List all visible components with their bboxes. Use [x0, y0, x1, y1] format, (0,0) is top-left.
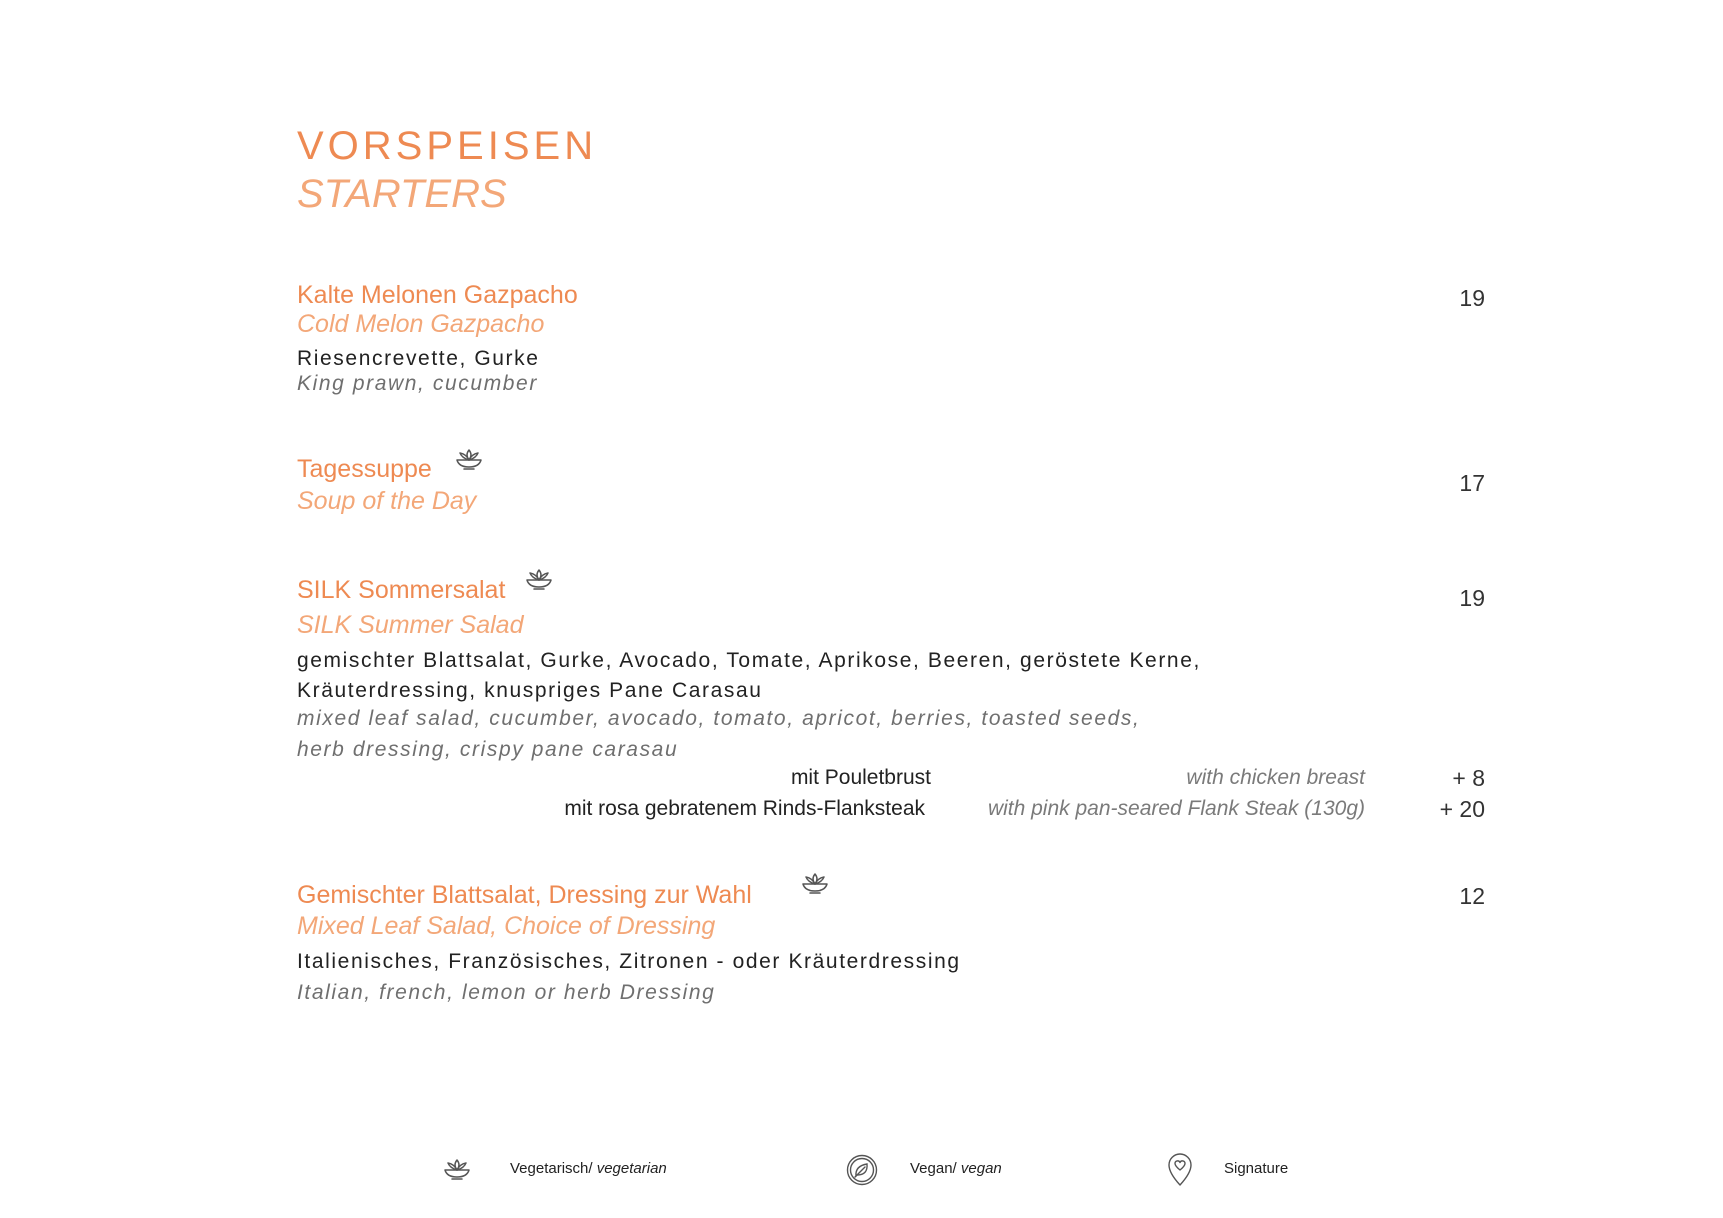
vegetarian-bowl-icon — [442, 1157, 472, 1181]
item-price: 19 — [1459, 285, 1485, 311]
item-name-de: Kalte Melonen Gazpacho — [297, 281, 578, 309]
item-name-en: Mixed Leaf Salad, Choice of Dressing — [297, 912, 716, 940]
item-name-de: Tagessuppe — [297, 455, 432, 483]
addon-en: with pink pan-seared Flank Steak (130g) — [987, 797, 1365, 820]
item-name-en: Soup of the Day — [297, 487, 477, 515]
item-price: 12 — [1459, 883, 1485, 909]
item-price: 19 — [1459, 585, 1485, 611]
item-desc-de: Riesencrevette, Gurke — [297, 347, 540, 370]
vegetarian-bowl-icon — [454, 447, 484, 471]
item-desc-en: Italian, french, lemon or herb Dressing — [297, 981, 716, 1004]
item-name-en: SILK Summer Salad — [297, 611, 524, 639]
vegan-leaf-icon — [846, 1154, 878, 1186]
item-name-de: Gemischter Blattsalat, Dressing zur Wahl — [297, 881, 752, 909]
section-title-en: STARTERS — [297, 172, 507, 216]
item-price: 17 — [1459, 470, 1485, 496]
legend-label-en: vegetarian — [596, 1160, 667, 1177]
item-desc-en: herb dressing, crispy pane carasau — [297, 738, 679, 761]
item-desc-en: King prawn, cucumber — [297, 372, 538, 395]
addon-de: mit rosa gebratenem Rinds-Flanksteak — [564, 797, 925, 820]
vegetarian-bowl-icon — [524, 567, 554, 591]
legend-vegetarian — [510, 1160, 667, 1177]
addon-de: mit Pouletbrust — [790, 766, 931, 789]
item-name-de: SILK Sommersalat — [297, 576, 506, 604]
addon-price: + 8 — [1452, 765, 1485, 791]
item-desc-en: mixed leaf salad, cucumber, avocado, tomato, apricot, berries, toasted seeds, — [297, 707, 1141, 730]
addon-price: + 20 — [1439, 796, 1485, 822]
section-title-de: VORSPEISEN — [297, 124, 598, 168]
legend-signature: Signature — [1224, 1160, 1289, 1177]
item-desc-de: gemischter Blattsalat, Gurke, Avocado, Tomate, Aprikose, Beeren, geröstete Kerne, — [297, 649, 1201, 672]
legend-label-en: vegan — [960, 1160, 1002, 1177]
item-desc-de: Italienisches, Französisches, Zitronen - oder Kräuterdressing — [297, 950, 961, 973]
legend-label-de: Vegetarisch/ — [510, 1160, 597, 1177]
vegetarian-bowl-icon — [800, 871, 830, 895]
addon-en: with chicken breast — [1186, 766, 1365, 789]
legend-vegan — [910, 1160, 1002, 1177]
signature-heart-pin-icon — [1167, 1153, 1193, 1187]
legend-label-de: Vegan/ — [910, 1160, 961, 1177]
item-name-en: Cold Melon Gazpacho — [297, 310, 545, 338]
item-desc-de: Kräuterdressing, knuspriges Pane Carasau — [297, 679, 763, 702]
